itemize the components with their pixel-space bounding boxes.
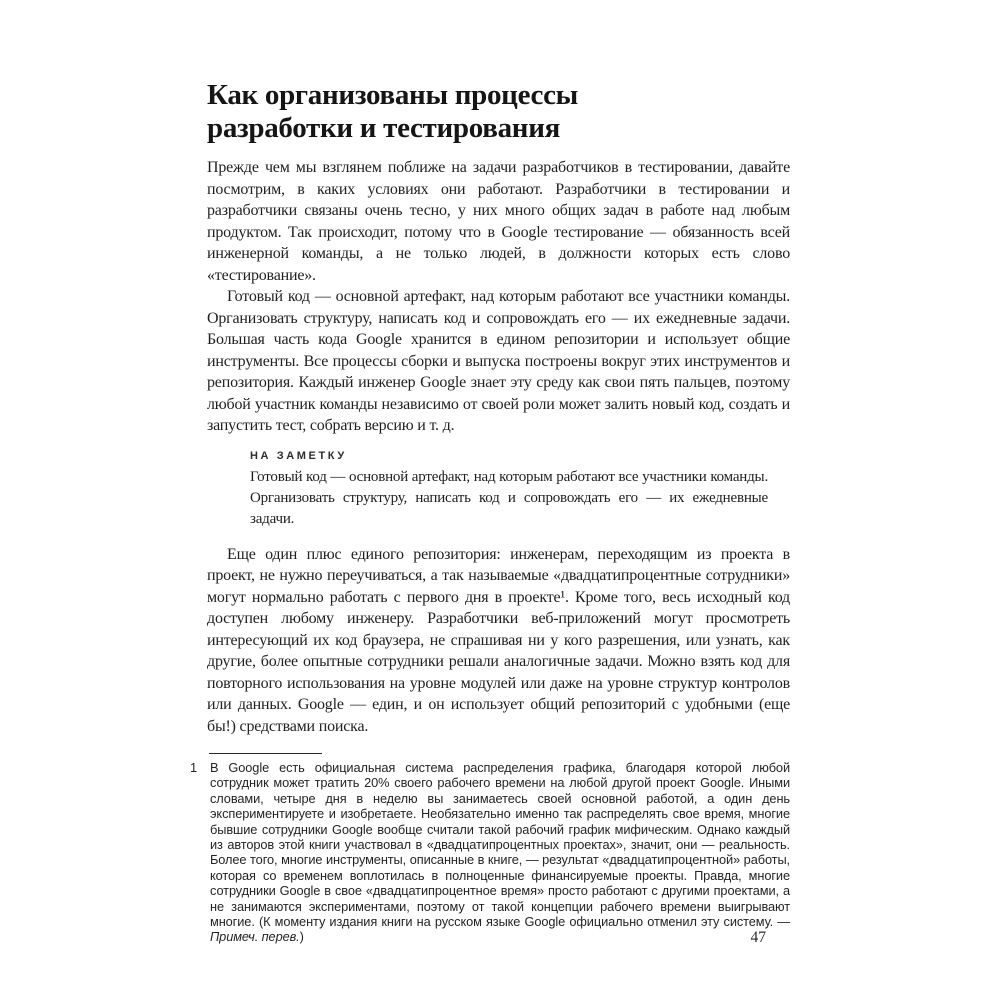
paragraph-repository-benefits: Еще один плюс единого репозитория: инженерам, переходящим из проекта в проект, не нужно переучиваться, а так называемые «двадцатипроцентные сотрудники» могут нормально работать с первого дня в проекте¹. Кроме того, весь исходный код доступен любому инженеру. Разработчики веб-приложений могут просмотреть интересующий их код браузера, не спрашивая ни у кого разрешения, или узнать, как другие, более опытные сотрудники решали аналогичные задачи. Можно взять код для повторного использования на уровне модулей или даже на уровне структур контролов или данных. Google — един, и он использует общий репозиторий с удобными (еще бы!) средствами поиска. — [207, 545, 790, 735]
footnote-text — [210, 760, 790, 945]
note-block — [250, 450, 768, 530]
footnote — [190, 760, 790, 945]
chapter-title-line-2: разработки и тестирования — [207, 112, 560, 144]
paragraph-intro: Прежде чем мы взглянем поближе на задачи разработчиков в тестировании, давайте посмотрим, в каких условиях они работают. Разработчики в тестировании и разработчики связаны очень тесно, у них много общих задач в работе над любым продуктом. Так происходит, потому что в Google тестирование — обязанность всей инженерной команды, а не только людей, в должности которых есть слово «тестирование». — [207, 159, 790, 284]
footnote-translator-note: Примеч. перев. — [210, 929, 300, 945]
paragraph-code-artifact: Готовый код — основной артефакт, над которым работают все участники команды. Организовать структуру, написать код и сопровождать его — их ежедневные задачи. Большая часть кода Google хранится в едином репозитории и использует общие инструменты. Все процессы сборки и выпуска построены вокруг этих инструментов и репозитория. Каждый инженер Google знает эту среду как свои пять пальцев, поэтому любой участник команды независимо от своей роли может залить новый код, создать и запустить тест, собрать версию и т. д. — [207, 288, 790, 434]
note-label: НА ЗАМЕТКУ — [250, 449, 347, 462]
footnote-text-main: В Google есть официальная система распределения графика, благодаря которой любой сотрудник может тратить 20% своего рабочего времени на любой другой проект Google. Иными словами, четыре дня в неделю вы занимаетесь своей основной работой, а один день экспериментируете и изобретаете. Необязательно именно так распределять свое время, многие бывшие сотрудники Google вообще считали такой рабочий график мифическим. Однако каждый из авторов этой книги участвовал в «двадцатипроцентных проектах», значит, они — реальность. Более того, многие инструменты, описанные в книге, — результат «двадцатипроцентной» работы, которая со временем воплотилась в полноценные финансируемые проекты. Правда, многие сотрудники Google в свое «двадцатипроцентное время» просто работают с другими проектами, а не занимаются экспериментами, поэтому от такой концепции рабочего времени выигрывают многие. (К моменту издания книги на русском языке Google официально отменил эту систему. — — [210, 760, 790, 930]
footnote-marker: 1 — [190, 760, 198, 775]
chapter-title-line-1: Как организованы процессы — [207, 79, 579, 111]
footnote-closing-paren: ) — [299, 929, 304, 945]
note-text: Готовый код — основной артефакт, над которым работают все участники команды. Организовать структуру, написать код и сопровождать его — их ежедневные задачи. — [250, 468, 768, 527]
page-number: 47 — [750, 929, 766, 946]
footnote-separator — [209, 753, 322, 754]
text-column — [190, 79, 790, 945]
chapter-title — [207, 79, 790, 145]
